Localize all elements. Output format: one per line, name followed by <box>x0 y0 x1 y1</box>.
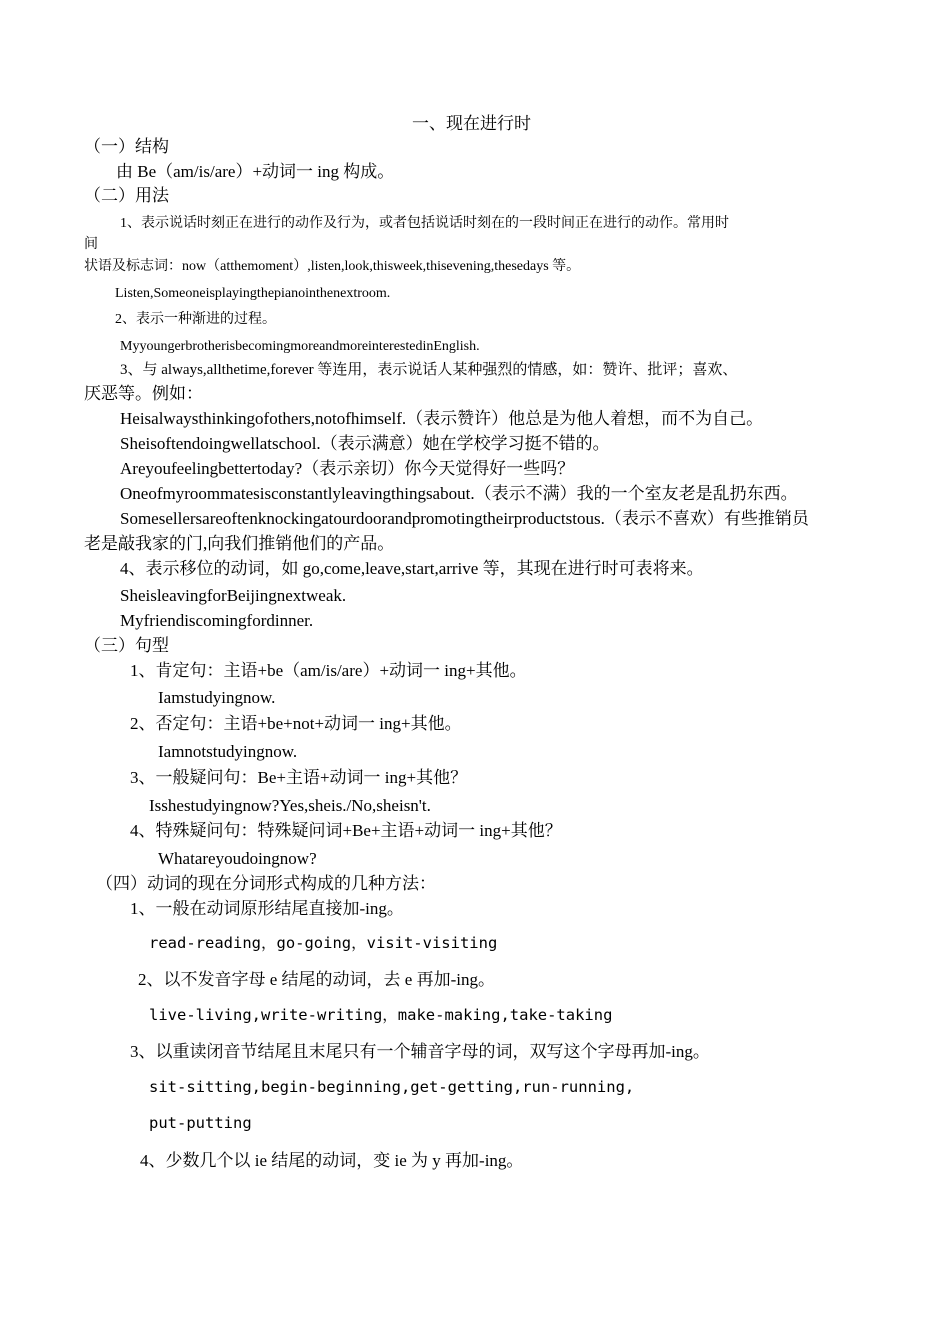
rule-3: 3、以重读闭音节结尾且末尾只有一个辅音字母的词，双写这个字母再加-ing。 <box>130 1042 710 1061</box>
pattern-1: 1、肯定句：主语+be（am/is/are）+动词一 ing+其他。 <box>130 661 527 680</box>
rule-2: 2、以不发音字母 e 结尾的动词，去 e 再加-ing。 <box>138 970 495 989</box>
usage-3-line-b: 厌恶等。例如： <box>84 384 203 403</box>
section-participle-heading: （四）动词的现在分词形式构成的几种方法： <box>96 874 436 893</box>
usage-4: 4、表示移位的动词，如 go,come,leave,start,arrive 等，其现在进行时可表将来。 <box>120 559 704 578</box>
rule-4: 4、少数几个以 ie 结尾的动词，变 ie 为 y 再加-ing。 <box>140 1151 524 1170</box>
pattern-3: 3、一般疑问句：Be+主语+动词一 ing+其他？ <box>130 768 468 787</box>
page-title: 一、现在进行时 <box>412 114 531 133</box>
usage-4-example-1: SheisleavingforBeijingnextweak. <box>120 586 347 605</box>
usage-3-example-1: Heisalwaysthinkingofothers,notofhimself.（表示赞许）他总是为他人着想，而不为自己。 <box>120 409 764 428</box>
section-structure-heading: （一）结构 <box>84 137 169 156</box>
rule-3-example-1: sit-sitting,begin-beginning,get-getting,run-running, <box>149 1078 635 1096</box>
usage-3-example-5b: 老是敲我家的门,向我们推销他们的产品。 <box>84 534 395 553</box>
pattern-2-example: Iamnotstudyingnow. <box>158 742 298 761</box>
usage-3-line-a: 3、与 always,allthetime,forever 等连用，表示说话人某种强烈的情感，如：赞许、批评；喜欢、 <box>120 362 738 378</box>
rule-1: 1、一般在动词原形结尾直接加-ing。 <box>130 899 404 918</box>
usage-1-line-a: 1、表示说话时刻正在进行的动作及行为，或者包括说话时刻在的一段时间正在进行的动作。常用时 <box>120 216 729 231</box>
usage-3-example-3: Areyoufeelingbettertoday?（表示亲切）你今天觉得好一些吗？ <box>120 459 575 478</box>
pattern-4: 4、特殊疑问句：特殊疑问词+Be+主语+动词一 ing+其他？ <box>130 821 562 840</box>
usage-2-example: MyyoungerbrotherisbecomingmoreandmoreinterestedinEnglish. <box>120 339 480 354</box>
rule-3-example-2: put-putting <box>149 1114 252 1132</box>
usage-3-example-4: Oneofmyroommatesisconstantlyleavingthingsabout.（表示不满）我的一个室友老是乱扔东西。 <box>120 484 798 503</box>
usage-3-example-5a: Somesellersareoftenknockingatourdoorandpromotingtheirproductstous.（表示不喜欢）有些推销员 <box>120 509 809 528</box>
usage-1-example: Listen,Someoneisplayingthepianointhenextroom. <box>115 286 391 301</box>
usage-1-line-c: 状语及标志词：now（atthemoment）,listen,look,thisweek,thisevening,thesedays 等。 <box>84 259 581 274</box>
section-patterns-heading: （三）句型 <box>84 636 169 655</box>
usage-2: 2、表示一种渐进的过程。 <box>115 312 276 327</box>
rule-1-example: read-reading，go-going，visit-visiting <box>149 934 498 952</box>
structure-text: 由 Be（am/is/are）+动词一 ing 构成。 <box>116 162 395 181</box>
section-usage-heading: （二）用法 <box>84 186 169 205</box>
pattern-1-example: Iamstudyingnow. <box>158 688 276 707</box>
rule-2-example: live-living,write-writing，make-making,take-taking <box>149 1006 613 1024</box>
usage-3-example-2: Sheisoftendoingwellatschool.（表示满意）她在学校学习挺不错的。 <box>120 434 610 453</box>
pattern-3-example: Isshestudyingnow?Yes,sheis./No,sheisn't. <box>149 796 431 815</box>
usage-4-example-2: Myfriendiscomingfordinner. <box>120 611 314 630</box>
pattern-2: 2、否定句：主语+be+not+动词一 ing+其他。 <box>130 714 462 733</box>
usage-1-line-b: 间 <box>84 237 98 252</box>
pattern-4-example: Whatareyoudoingnow? <box>158 849 317 868</box>
